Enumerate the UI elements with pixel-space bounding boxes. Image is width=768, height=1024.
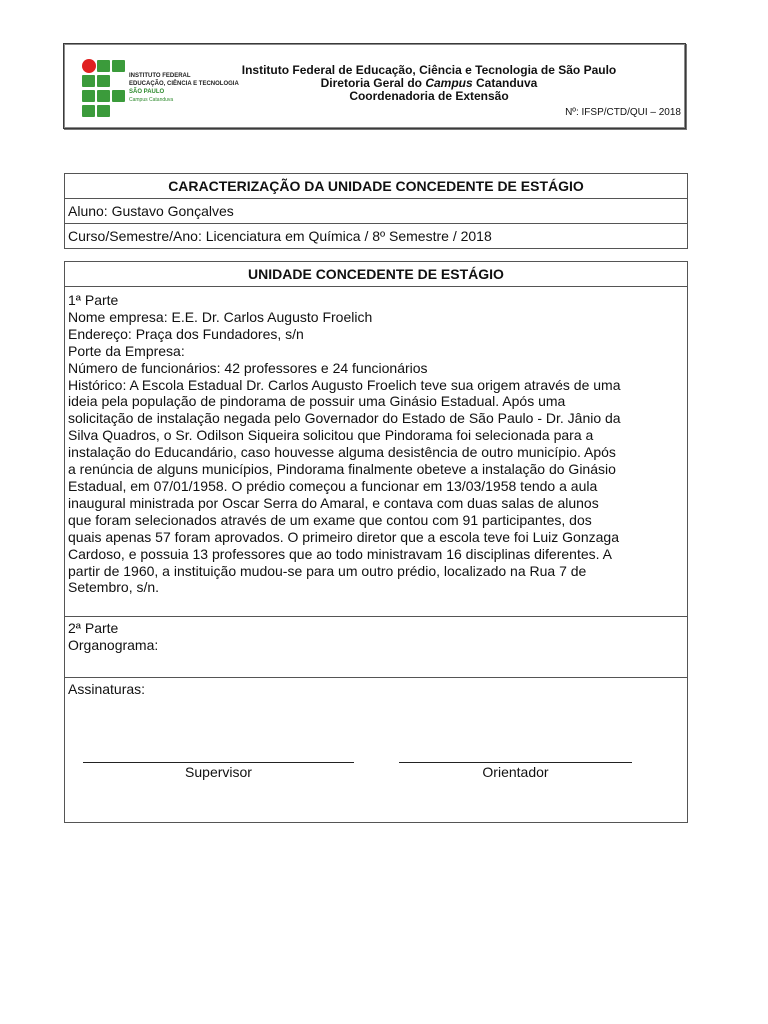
institute-name: Instituto Federal de Educação, Ciência e Tecnologia de São Paulo	[241, 63, 617, 77]
advisor-label: Orientador	[482, 764, 549, 780]
part1-line: que foram selecionados através de um exame que contou com 91 participantes, dos	[68, 511, 592, 528]
part1-cell	[65, 287, 688, 617]
part1-line: Nome empresa: E.E. Dr. Carlos Augusto Froelich	[68, 308, 373, 325]
logo-red-dot	[82, 59, 96, 73]
student-field: Aluno: Gustavo Gonçalves	[65, 199, 688, 224]
characterization-title: CARACTERIZAÇÃO DA UNIDADE CONCEDENTE DE ESTÁGIO	[65, 174, 688, 199]
part1-line: inaugural ministrada por Oscar Serra do Amaral, e contava com duas salas de alunos	[68, 494, 599, 511]
coordination-name: Coordenadoria de Extensão	[349, 89, 509, 103]
header-title-block	[184, 64, 674, 103]
part1-line: Cardoso, e possuia 13 professores que ao todo ministravam 16 disciplinas diferentes. A	[68, 545, 612, 562]
directorate-campus: Campus	[425, 76, 473, 90]
part1-line: quais apenas 57 foram aprovados. O primeiro diretor que a escola teve foi Luiz Gonzaga	[68, 528, 619, 545]
part1-line: partir de 1960, a instituição mudou-se para um outro prédio, localizado na Rua 7 de	[68, 562, 587, 579]
part2-cell	[65, 617, 688, 678]
unit-title: UNIDADE CONCEDENTE DE ESTÁGIO	[65, 262, 688, 287]
course-field: Curso/Semestre/Ano: Licenciatura em Química / 8º Semestre / 2018	[65, 224, 688, 249]
part1-line: Endereço: Praça dos Fundadores, s/n	[68, 325, 304, 342]
part2-label: 2ª Parte	[68, 620, 119, 636]
advisor-signature	[399, 762, 632, 781]
supervisor-signature-line	[83, 762, 354, 763]
signatures-cell	[65, 678, 688, 823]
supervisor-label: Supervisor	[185, 764, 252, 780]
logo-line-3: SÃO PAULO	[129, 89, 165, 95]
part1-line: 1ª Parte	[68, 292, 119, 308]
logo-text	[129, 72, 239, 104]
document-reference: Nº: IFSP/CTD/QUI – 2018	[565, 107, 681, 118]
org-chart-label: Organograma:	[68, 637, 159, 653]
logo-grid-icon	[82, 58, 128, 118]
unit-table	[64, 261, 688, 823]
logo-line-1: INSTITUTO FEDERAL	[129, 73, 191, 79]
directorate-prefix: Diretoria Geral do	[320, 76, 426, 90]
part1-line: Histórico: A Escola Estadual Dr. Carlos Augusto Froelich teve sua origem através de uma	[68, 376, 621, 393]
part1-line: ideia pela população de pindorama de possuir uma Ginásio Estadual. Após uma	[68, 393, 566, 410]
part1-line: a renúncia de alguns municípios, Pindorama finalmente obeteve a instalação do Ginásio	[68, 461, 616, 478]
part1-line: Número de funcionários: 42 professores e 24 funcionários	[68, 359, 428, 376]
logo-line-4: Campus Catanduva	[129, 97, 174, 103]
part1-line: Silva Quadros, o Sr. Odilson Siqueira solicitou que Pindorama foi selecionada para a	[68, 427, 594, 444]
part1-line: Porte da Empresa:	[68, 342, 185, 359]
part1-line: Estadual, em 07/01/1958. O prédio começou a funcionar em 13/03/1958 tendo a aula	[68, 477, 598, 494]
document-header	[63, 43, 686, 129]
advisor-signature-line	[399, 762, 632, 763]
part1-line: instalação do Educandário, caso houvesse alguma desistência de outro município. Após	[68, 444, 616, 461]
part1-line: Setembro, s/n.	[68, 579, 160, 596]
logo-line-2: EDUCAÇÃO, CIÊNCIA E TECNOLOGIA	[129, 81, 239, 87]
institution-logo	[82, 58, 239, 118]
part1-line: solicitação de instalação negada pelo Governador do Estado de São Paulo - Dr. Jânio da	[68, 410, 621, 427]
part1-text	[68, 292, 684, 596]
characterization-table	[64, 173, 688, 249]
signatures-label: Assinaturas:	[68, 681, 146, 697]
directorate-suffix: Catanduva	[472, 76, 538, 90]
supervisor-signature	[83, 762, 354, 781]
